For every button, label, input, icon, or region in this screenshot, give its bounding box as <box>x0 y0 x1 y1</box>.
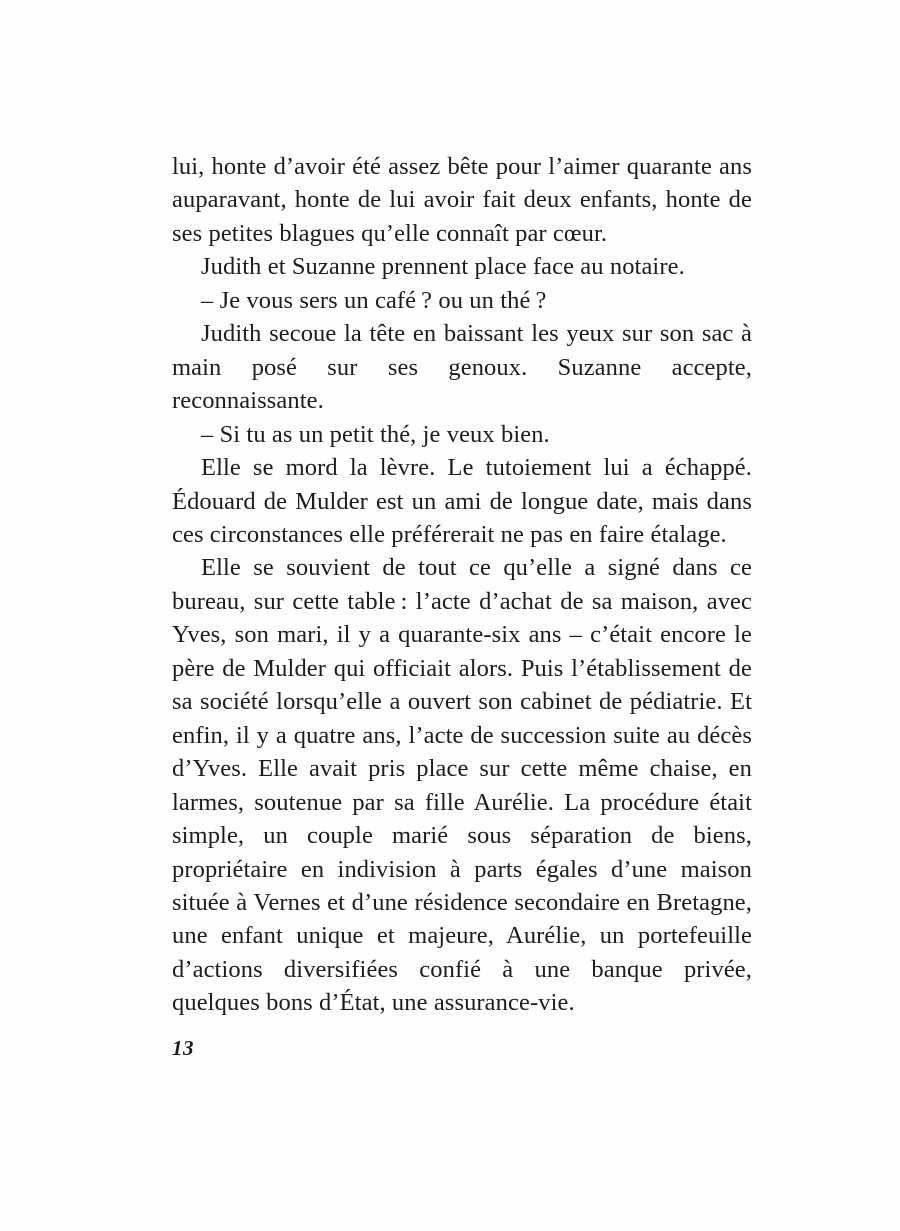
paragraph: lui, honte d’avoir été assez bête pour l’aimer quarante ans auparavant, honte de lui avoir fait deux enfants, honte de ses petites blagues qu’elle connaît par cœur. <box>172 153 752 247</box>
page-text <box>172 150 752 1020</box>
paragraph: Judith secoue la tête en baissant les yeux sur son sac à main posé sur ses genoux. Suzanne accepte, reconnaissante. <box>172 320 752 415</box>
paragraph-dialogue: – Je vous sers un café ? ou un thé ? <box>201 286 547 314</box>
paragraph: Elle se souvient de tout ce qu’elle a signé dans ce bureau, sur cette table : l’acte d’achat de sa maison, avec Yves, son mari, il y a quarante-six ans – c’était encore le père de Mulder qui officiait alors. Puis l’établissement de sa société lorsqu’elle a ouvert son cabinet de pédiatrie. Et enfin, il y a quatre ans, l’acte de succession suite au décès d’Yves. Elle avait pris place sur cette même chaise, en larmes, soutenue par sa fille Aurélie. La procédure était simple, un couple marié sous séparation de biens, propriétaire en indivision à parts égales d’une maison située à Vernes et d’une résidence secondaire en Bretagne, une enfant unique et majeure, Aurélie, un portefeuille d’actions diversifiées confié à une banque privée, quelques bons d’État, une assurance-vie. <box>172 554 752 1017</box>
page-number: 13 <box>172 1036 194 1060</box>
paragraph-dialogue: – Si tu as un petit thé, je veux bien. <box>201 420 550 448</box>
paragraph: Elle se mord la lèvre. Le tutoiement lui a échappé. Édouard de Mulder est un ami de longue date, mais dans ces circonstances elle préférerait ne pas en faire étalage. <box>172 454 752 548</box>
paragraph: Judith et Suzanne prennent place face au notaire. <box>201 253 685 281</box>
